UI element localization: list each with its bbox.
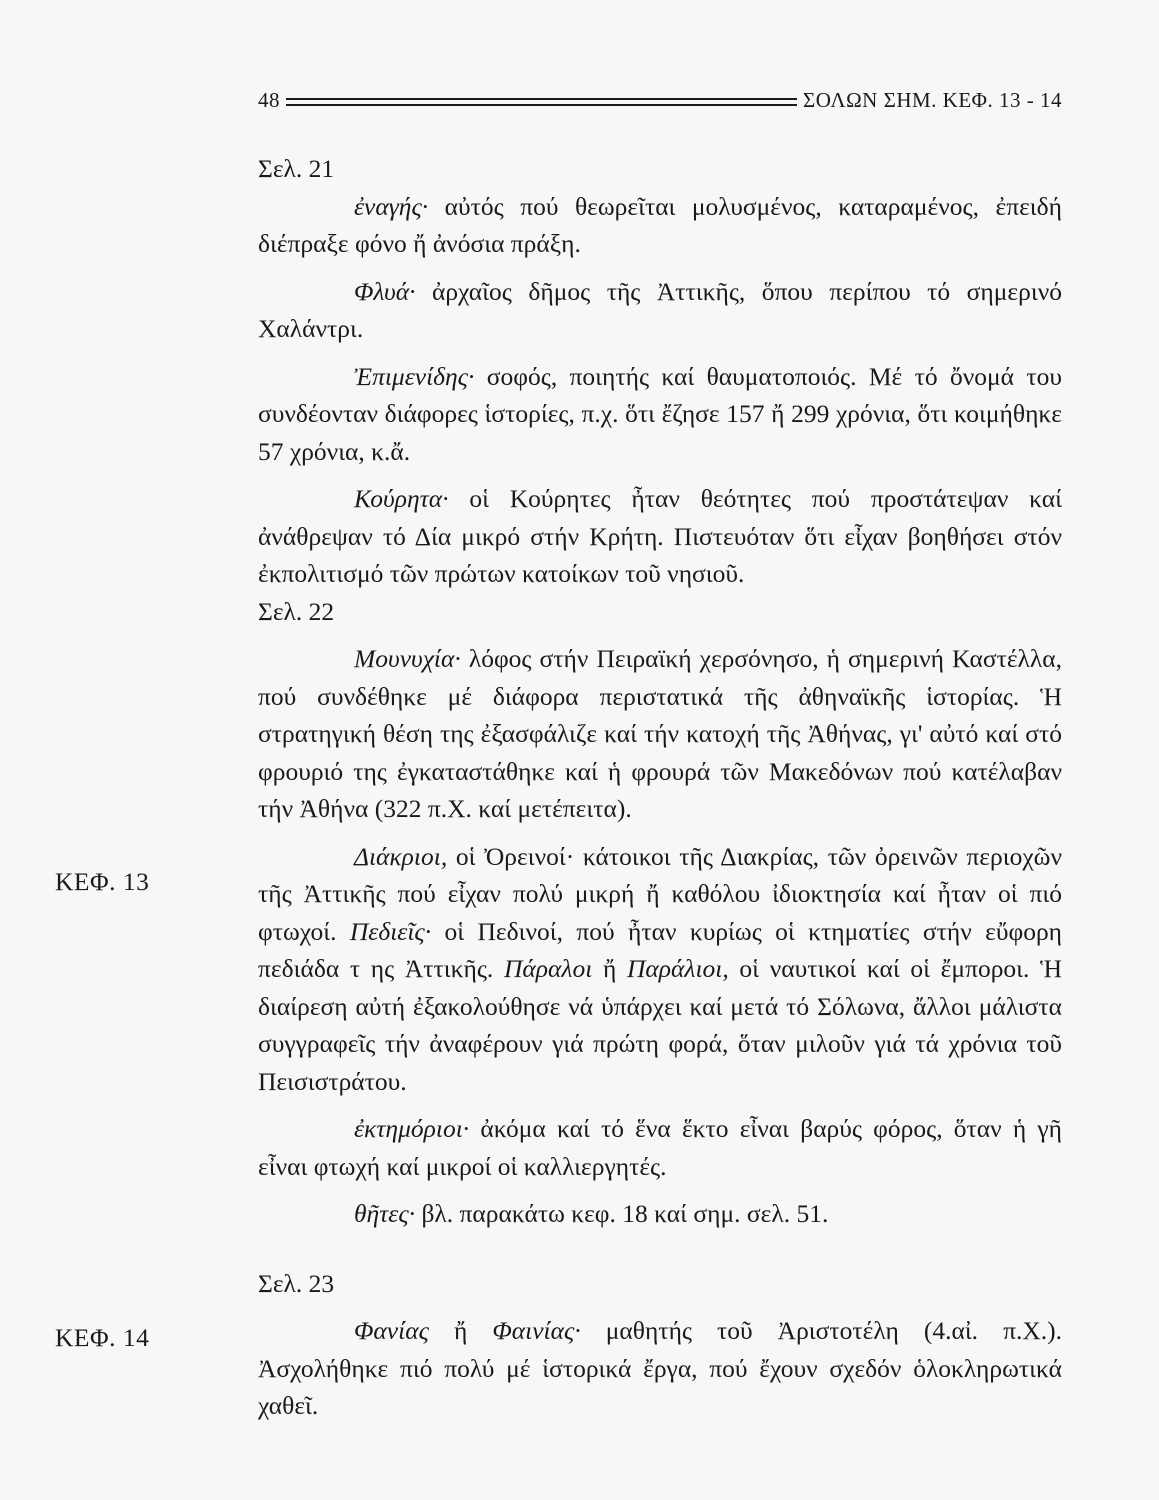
running-title: ΣΟΛΩΝ ΣΗΜ. ΚΕΦ. 13 - 14 xyxy=(802,88,1062,112)
term: Κούρητα· xyxy=(354,484,449,513)
definition: μαθητής τοῦ Ἀριστοτέλη (4.αἰ. π.Χ.). Ἀσχολήθηκε πιό πολύ μέ ἱστορικά ἔργα, πού ἔχουν σχεδόν ὁλοκληρωτικά χαθεῖ. xyxy=(258,1316,1062,1420)
term: Πεδιεῖς· xyxy=(349,916,432,946)
term: θῆτες· xyxy=(354,1199,416,1228)
definition: οἱ Κούρητες ἦταν θεότητες πού προστάτεψαν καί ἀνάθρεψαν τό Δία μικρό στήν Κρήτη. Πιστευόταν ὅτι εἶχαν βοηθήσει στόν ἐκπολιτισμό τῶν πρώτων κατοίκων τοῦ νησιοῦ. xyxy=(258,484,1062,588)
term: Φαινίας· xyxy=(492,1316,581,1345)
term: Μουνυχία· xyxy=(354,644,461,673)
term: Διάκριοι, xyxy=(354,841,448,871)
page-body xyxy=(258,150,1062,1425)
gloss-thetes xyxy=(258,1195,1062,1233)
definition: σοφός, ποιητής καί θαυματοποιός. Μέ τό ὄνομά του συνδέονταν διάφορες ἱστορίες, π.χ. ὅτι ἔζησε 157 ἤ 299 χρόνια, ὅτι κοιμήθηκε 57 χρόνια, κ.ἄ. xyxy=(258,361,1062,466)
definition: οἱ ναυτικοί καί οἱ ἔμποροι. Ἡ διαίρεση αὐτή ἐξακολούθησε νά ὑπάρχει καί μετά τό Σόλωνα, ἄλλοι μάλιστα συγγραφεῖς τήν ἀναφέρουν γιά πρώτη φορά, ὅταν μιλοῦν γιά τά χρόνια τοῦ Πεισιστράτου. xyxy=(258,954,1062,1096)
conjunction: ἤ xyxy=(428,1316,493,1345)
margin-note-kef13: ΚΕΦ. 13 xyxy=(55,867,150,896)
term: ἐναγής· xyxy=(354,191,429,221)
section-heading-sel23: Σελ. 23 xyxy=(258,1268,335,1298)
definition: βλ. παρακάτω κεφ. 18 καί σημ. σελ. 51. xyxy=(415,1199,829,1228)
definition: οἱ Ὀρεινοί· κάτοικοι τῆς Διακρίας, τῶν ὀρεινῶν περιοχῶν τῆς Ἀττικῆς πού εἶχαν πολύ μικρή ἤ καθόλου ἰδιοκτησία καί ἦταν οἱ πιό φτωχοί. xyxy=(258,841,1062,946)
gloss-ektemorioi xyxy=(258,1110,1062,1185)
gloss-koureta xyxy=(258,480,1062,593)
definition: λόφος στήν Πειραϊκή χερσόνησο, ἡ σημερινή Καστέλλα, πού συνδέθηκε μέ διάφορα περιστατικά τῆς ἀθηναϊκῆς ἱστορίας. Ἡ στρατηγική θέση της ἐξασφάλιζε καί τήν κατοχή τῆς Ἀθήνας, γι' αὐτό καί στό φρουριό της ἐγκαταστάθηκε καί ἡ φρουρά τῶν Μακεδόνων πού κατέλαβαν τήν Ἀθήνα (322 π.Χ. καί μετέπειτα). xyxy=(258,644,1062,823)
term: Ἐπιμενίδης· xyxy=(354,361,475,391)
gloss-epimenides xyxy=(258,358,1062,471)
definition: οἱ Πεδινοί, πού ἦταν κυρίως οἱ κτηματίες στήν εὔφορη πεδιάδα τ ης Ἀττικῆς. xyxy=(258,916,1062,983)
term: ἐκτημόριοι· xyxy=(354,1114,470,1143)
gloss-mounychia xyxy=(258,640,1062,828)
page-number: 48 xyxy=(258,88,280,112)
term: Φανίας xyxy=(354,1316,429,1345)
margin-note-kef14: ΚΕΦ. 14 xyxy=(55,1323,150,1352)
gloss-phanias xyxy=(258,1312,1062,1425)
definition: ἀκόμα καί τό ἕνα ἕκτο εἶναι βαρύς φόρος, ὅταν ἡ γῆ εἶναι φτωχή καί μικροί οἱ καλλιεργητές. xyxy=(258,1114,1062,1181)
section-heading-sel22: Σελ. 22 xyxy=(258,596,335,626)
term: Πάραλοι xyxy=(503,954,593,983)
gloss-flya xyxy=(258,273,1062,348)
conjunction: ἤ xyxy=(592,954,627,983)
term: Φλυά· xyxy=(354,276,416,306)
definition: ἀρχαῖος δῆμος τῆς Ἀττικῆς, ὅπου περίπου τό σημερινό Χαλάντρι. xyxy=(258,276,1062,343)
page-header xyxy=(258,88,1062,113)
header-rule xyxy=(286,98,797,106)
term: Παράλιοι, xyxy=(626,954,729,983)
definition: αὐτός πού θεωρεῖται μολυσμένος, καταραμένος, ἐπειδή διέπραξε φόνο ἤ ἀνόσια πράξη. xyxy=(258,191,1062,258)
gloss-enages xyxy=(258,188,1062,263)
section-heading-sel21: Σελ. 21 xyxy=(258,154,335,183)
gloss-diakrioi xyxy=(258,838,1062,1101)
